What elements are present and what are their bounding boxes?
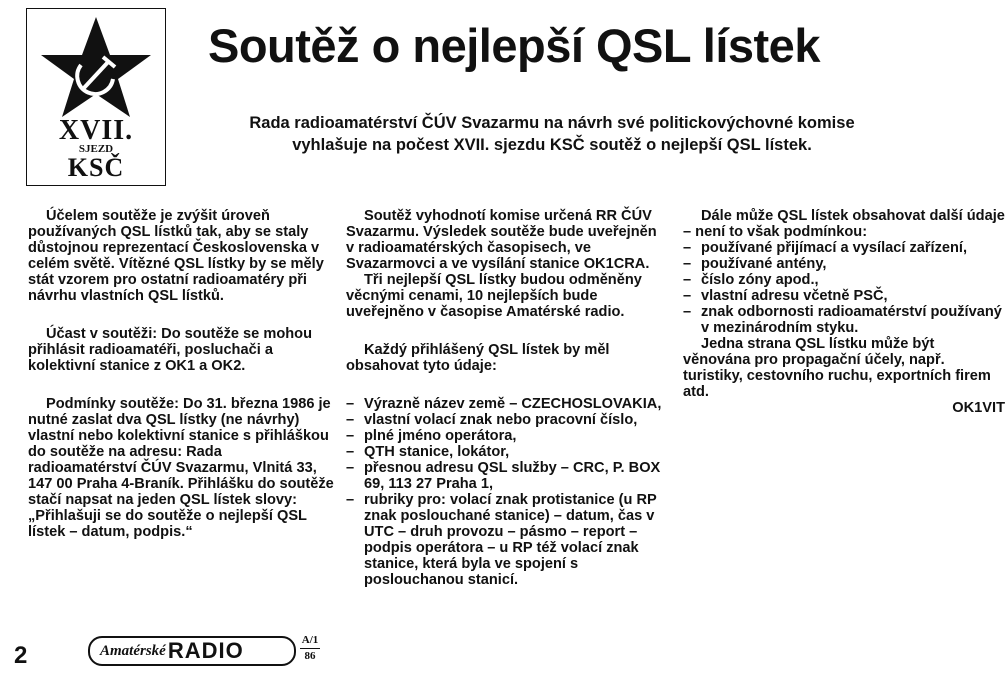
magazine-logo-script: Amatérské (100, 642, 166, 659)
list-item: – znak odbornosti radioamatérství používaný v mezinárodním styku. (683, 304, 1005, 336)
list-item: – vlastní adresu včetně PSČ, (683, 288, 1005, 304)
magazine-logo (88, 636, 296, 666)
list-item: – používané přijímací a vysílací zařízení, (683, 240, 1005, 256)
issue-number (300, 634, 320, 663)
page-number: 2 (14, 642, 28, 669)
paragraph-optional: Dále může QSL lístek obsahovat další údaje – není to však podmínkou: (683, 208, 1005, 240)
logo-party: KSČ (67, 153, 125, 182)
paragraph-requirements: Každý přihlášený QSL lístek by měl obsahovat tyto údaje: (346, 342, 610, 374)
issue-divider (300, 648, 320, 649)
paragraph-purpose: Účelem soutěže je zvýšit úroveň používaných QSL lístků tak, aby se staly důstojnou reprezentací Československa v celém světě. Vítězné QSL lístky by se měly stát vzorem pro ostatní radioamatéry při návrhu vlastních QSL lístků. (28, 208, 324, 304)
issue-bottom: 86 (304, 650, 316, 662)
paragraph-prizes: Tři nejlepší QSL lístky budou odměněny věcnými cenami, 10 nejlepších bude uveřejněno v časopise Amatérské radio. (346, 272, 642, 320)
list-item: – plné jméno operátora, (346, 428, 666, 444)
paragraph-conditions: Podmínky soutěže: Do 31. března 1986 je nutné zaslat dva QSL lístky (ne návrhy) vlastní nebo kolektivní stanice s přihláškou do soutěže na adresu: Rada radioamatérství ČÚV Svazarmu, Vlnitá 33, 147 00 Praha 4-Braník. Přihlášku do soutěže stačí napsat na jeden QSL lístek slovy: „Přihlašuji se do soutěže o nejlepší QSL lístek – datum, podpis.“ (28, 396, 334, 540)
required-items-list (346, 396, 666, 588)
column-1 (28, 208, 334, 540)
article-lead: Rada radioamatérství ČÚV Svazarmu na návrh své politickovýchovné komise vyhlašuje na počest XVII. sjezdu KSČ soutěž o nejlepší QSL lístek. (249, 114, 855, 154)
star-hammer-sickle-icon (31, 13, 161, 121)
paragraph-evaluation: Soutěž vyhodnotí komise určená RR ČÚV Svazarmu. Výsledek soutěže bude uveřejněn v radioamatérských časopisech, ve Svazarmovci a ve vysílání stanice OK1CRA. (346, 208, 657, 272)
list-item: – vlastní volací znak nebo pracovní číslo, (346, 412, 666, 428)
magazine-logo-brand: RADIO (167, 638, 244, 663)
congress-logo (26, 8, 166, 186)
optional-items-list (683, 240, 1005, 336)
issue-top: A/1 (301, 634, 319, 646)
list-item: – používané antény, (683, 256, 1005, 272)
column-2 (346, 208, 666, 588)
list-item: – přesnou adresu QSL služby – CRC, P. BOX 69, 113 27 Praha 1, (346, 460, 666, 492)
list-item: – QTH stanice, lokátor, (346, 444, 666, 460)
paragraph-promotion: Jedna strana QSL lístku může být věnována pro propagační účely, např. turistiky, cestovního ruchu, exportních firem atd. (683, 336, 991, 400)
article-title: Soutěž o nejlepší QSL lístek (208, 19, 820, 72)
list-item: – číslo zóny apod., (683, 272, 1005, 288)
logo-congress-word: SJEZD (78, 143, 114, 155)
logo-congress-number: XVII. (58, 115, 134, 146)
column-3 (683, 208, 1005, 416)
list-item: – Výrazně název země – CZECHOSLOVAKIA, (346, 396, 666, 412)
paragraph-participation: Účast v soutěži: Do soutěže se mohou přihlásit radioamatéři, posluchači a kolektivní stanice z OK1 a OK2. (28, 326, 312, 374)
author-signature: OK1VIT (952, 400, 1005, 416)
list-item: – rubriky pro: volací znak protistanice (u RP znak poslouchané stanice) – datum, čas v UTC – druh provozu – pásmo – report – podpis operátora – u RP též volací znak stanice, která byla ve spojení s poslouchanou stanicí. (346, 492, 666, 588)
